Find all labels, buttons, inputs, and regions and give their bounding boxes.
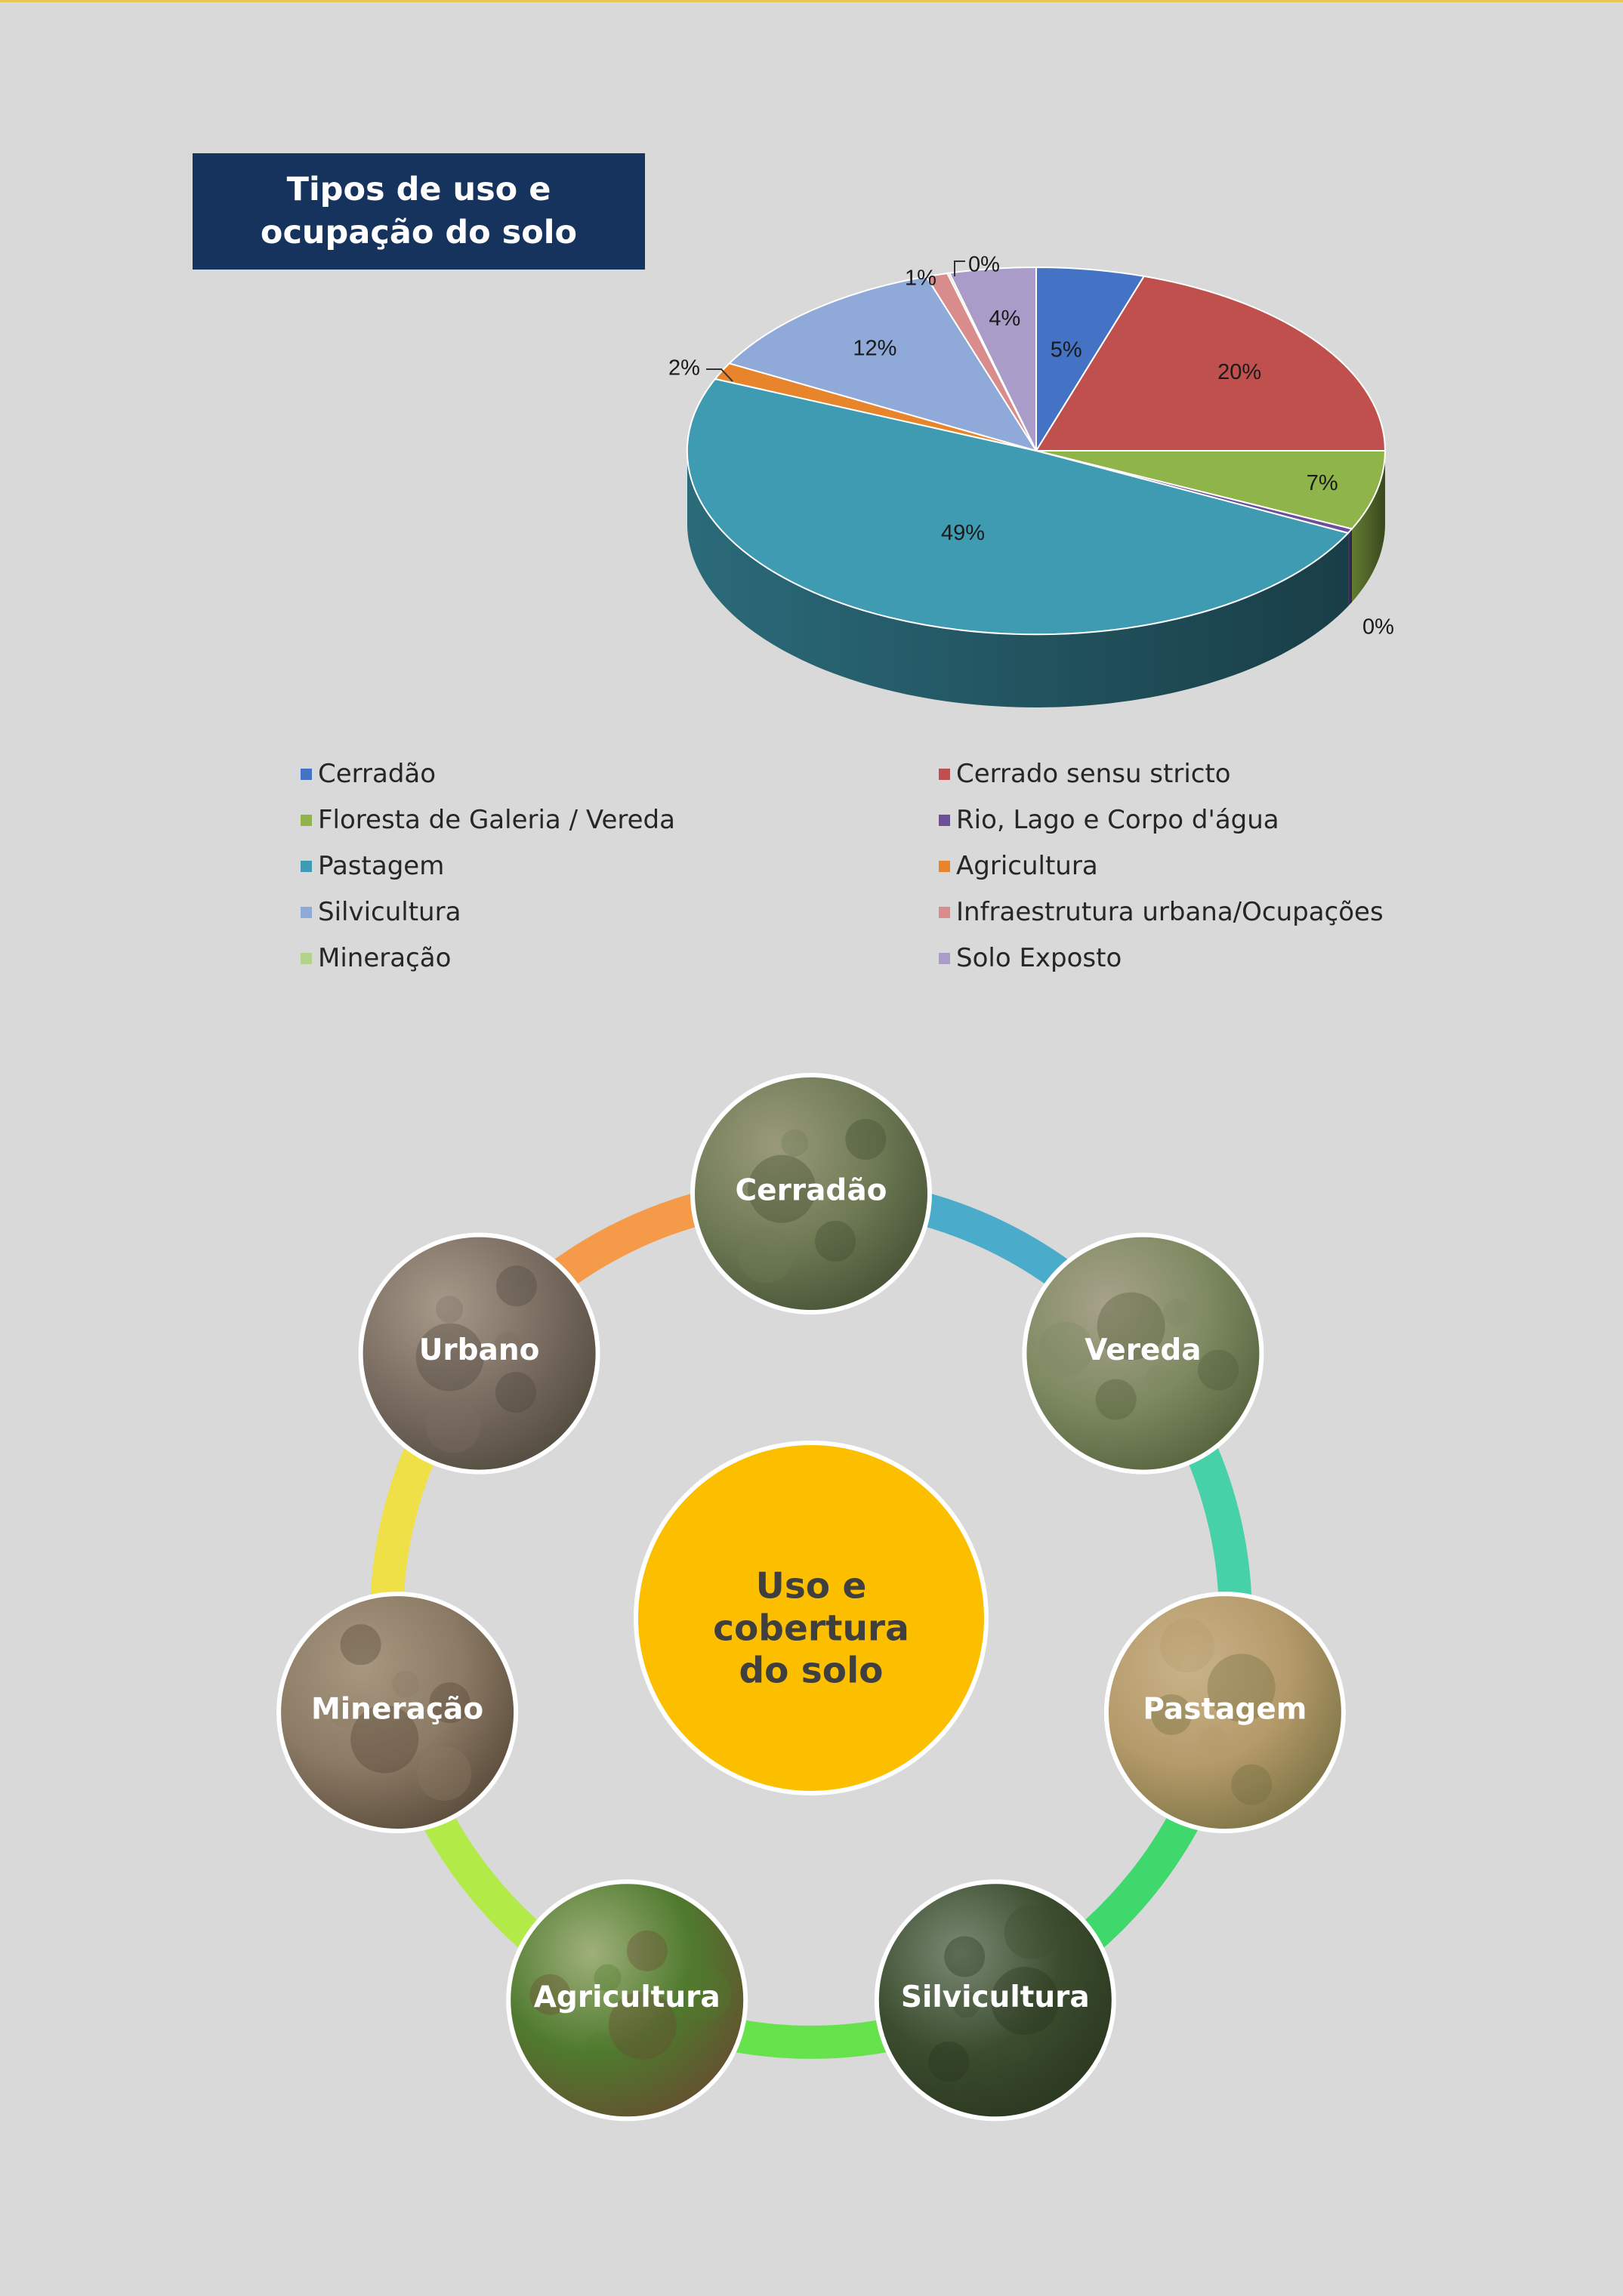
photo-texture: [1004, 1905, 1059, 1959]
photo-texture: [944, 1937, 985, 1977]
photo-texture: [496, 1265, 537, 1306]
node-label-silvicultura: Silvicultura: [900, 1980, 1090, 2014]
node-vereda: [1024, 1235, 1261, 1472]
center-circle: [636, 1443, 986, 1793]
photo-texture: [1198, 1350, 1239, 1391]
pie-label-silvicultura: 12%: [853, 336, 897, 361]
photo-texture: [928, 2042, 969, 2082]
pie-label-pastagem: 49%: [940, 520, 986, 545]
chart-title-line-2: ocupação do solo: [260, 214, 578, 251]
node-urbano: [361, 1235, 598, 1472]
legend-label: Pastagem: [318, 851, 445, 881]
legend-label: Silvicultura: [318, 897, 461, 927]
legend-label: Rio, Lago e Corpo d'água: [956, 805, 1279, 835]
center-text-line-2: cobertura: [713, 1607, 909, 1650]
node-label-pastagem: Pastagem: [1143, 1692, 1307, 1727]
photo-texture: [1163, 1299, 1190, 1326]
pie-label-solo-exposto: 4%: [989, 307, 1021, 331]
pie-label-rio-lago-e-corpo-d-agua: 0%: [1362, 615, 1394, 639]
photo-texture: [417, 1746, 471, 1801]
photo-texture: [341, 1624, 381, 1665]
node-label-mineracao: Mineração: [311, 1692, 484, 1727]
legend-label: Cerradão: [318, 759, 437, 789]
photo-texture: [495, 1372, 536, 1413]
photo-texture: [1096, 1379, 1137, 1420]
pie-label-cerradao: 5%: [1050, 337, 1082, 362]
node-label-urbano: Urbano: [418, 1333, 540, 1368]
node-cerradao: [693, 1075, 930, 1312]
photo-texture: [739, 1229, 793, 1284]
photo-texture: [1231, 1764, 1272, 1805]
pie-label-floresta-de-galeria-vereda: 7%: [1306, 471, 1338, 496]
photo-texture: [1199, 1726, 1227, 1753]
pie-label-cerrado-sensu-stricto: 20%: [1217, 359, 1262, 384]
photo-texture: [627, 1931, 668, 1971]
node-label-cerradao: Cerradão: [735, 1173, 887, 1208]
center-text-line-3: do solo: [739, 1650, 884, 1692]
legend-label: Mineração: [318, 943, 452, 973]
photo-texture: [436, 1296, 463, 1323]
photo-texture: [426, 1399, 480, 1453]
legend-label: Cerrado sensu stricto: [956, 759, 1231, 789]
legend-label: Floresta de Galeria / Vereda: [318, 805, 675, 835]
pie-label-mineracao: 0%: [968, 252, 1000, 277]
photo-texture: [1160, 1618, 1214, 1672]
node-silvicultura: [877, 1881, 1114, 2119]
legend-label: Solo Exposto: [956, 943, 1122, 973]
photo-texture: [586, 2032, 613, 2060]
photo-texture: [1005, 2035, 1032, 2062]
photo-texture: [1146, 1365, 1173, 1392]
photo-texture: [815, 1221, 856, 1262]
node-label-agricultura: Agricultura: [533, 1980, 720, 2014]
legend-label: Agricultura: [956, 851, 1098, 881]
legend-label: Infraestrutura urbana/Ocupações: [956, 897, 1384, 927]
photo-texture: [781, 1130, 808, 1157]
pie-label-infraestrutura-urbana-ocupacoes: 1%: [905, 266, 936, 291]
node-pastagem: [1106, 1594, 1344, 1831]
node-label-vereda: Vereda: [1085, 1333, 1202, 1368]
chart-title-line-1: Tipos de uso e: [286, 171, 551, 208]
pie-label-agricultura: 2%: [668, 356, 700, 381]
node-agricultura: [508, 1881, 745, 2119]
photo-texture: [845, 1119, 886, 1160]
center-text-line-1: Uso e: [755, 1565, 867, 1607]
node-mineracao: [279, 1594, 516, 1831]
